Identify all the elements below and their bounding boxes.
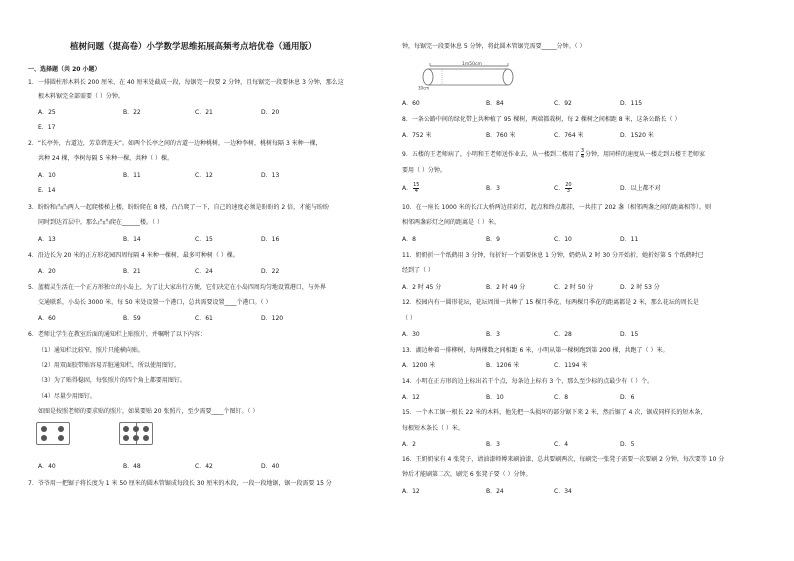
q14-option-c: C．8 — [554, 394, 569, 401]
page-title: 植树问题（提高卷）小学数学思维拓展高频考点培优卷（通用版） — [70, 42, 317, 52]
q15-option-c: C．4 — [554, 441, 569, 448]
q12-option-d: D．15 — [620, 331, 639, 338]
pin-icon — [41, 426, 47, 432]
q3-line-2: 同时到达首层中，那么凸凸爬在______楼。（ ） — [38, 219, 163, 226]
two-photos-figure — [119, 422, 153, 445]
q1-option-d: D．20 — [261, 109, 280, 116]
q9-line-2: 要用（ ）分钟。 — [402, 167, 446, 174]
q8-option-d: D．1520 米 — [620, 132, 654, 139]
q5-option-a: A．60 — [38, 315, 56, 322]
fraction-numerator: 15 — [413, 182, 420, 188]
q1-line-1: 1．一排圆柱形木料长 200 厘米，在 40 厘米处截成一段，每锯完一段要 2 分钟，且每锯完一段要休息 3 分钟，那么这 — [28, 79, 344, 86]
q2-option-b: B．11 — [123, 172, 141, 179]
q4-option-b: B．21 — [123, 268, 141, 275]
q11-line-2: 经到了（ ） — [402, 267, 434, 274]
pin-icon — [41, 435, 47, 441]
q4-option-d: D．22 — [261, 268, 280, 275]
q3-option-a: A．13 — [38, 236, 56, 243]
q3-option-d: D．16 — [261, 236, 280, 243]
q9-option-c-fraction — [565, 183, 571, 194]
q3-option-b: B．14 — [123, 236, 141, 243]
fraction-numerator: 3 — [580, 148, 585, 154]
q6-option-c: C．42 — [195, 463, 213, 470]
pin-icon — [58, 426, 64, 432]
q10-line-2: 相邻两盏彩灯之间的距离是（ ）米。 — [402, 219, 500, 226]
q2-line-2: 共种 24 棵，李树每隔 5 米种一棵，共种（ ）棵。 — [38, 155, 173, 162]
q7-option-a: A．60 — [402, 100, 420, 107]
q9-option-c — [554, 183, 573, 194]
q6-option-b: B．48 — [123, 463, 141, 470]
q5-option-b: B．59 — [123, 315, 141, 322]
q1-option-a: A．25 — [38, 109, 56, 116]
q15-line-2: 每根短木条长（ ）米。 — [402, 425, 464, 432]
q12-option-a: A．30 — [402, 331, 420, 338]
q3-line-1: 3．盼盼和凸凸两人一起爬楼梯上楼，盼盼爬在 8 楼，凸凸爬了一下，自己的速度必须是盼盼的 2 倍，才能与盼盼 — [28, 204, 330, 211]
q16-line-1: 16．王奶奶家有 4 张凳子，请油漆师傅来刷油漆，总共要刷两次，每刷完一张凳子需要一次要刷 2 分钟，每次要等 10 分 — [402, 456, 725, 463]
q10-option-a: A．8 — [402, 236, 416, 243]
q9-option-a — [402, 183, 420, 194]
q1-option-e: E．17 — [38, 124, 56, 131]
q5-option-d: D．120 — [261, 315, 284, 322]
q10-line-1: 10．在一座长 1000 米的长江大桥两边挂彩灯，起点和终点都挂，一共挂了 202 盏（相邻两盏之间的距离相等）。则 — [402, 204, 711, 211]
q13-option-b: B．1206 米 — [486, 362, 520, 369]
q9-text-after: 分钟，用同样的速度从一楼走到五楼王老师家 — [585, 151, 706, 158]
q11-option-a: A．2 时 45 分 — [402, 284, 442, 291]
q10-option-d: D．11 — [620, 236, 639, 243]
q6-line-4: （3）为了贴得稳固，每张照片的四个角上都要用图钉。 — [38, 377, 186, 384]
q9-fraction — [581, 149, 584, 160]
q9-option-d: D．以上都不对 — [620, 185, 661, 192]
q2-option-a: A．10 — [38, 172, 56, 179]
q2-option-c: C．12 — [195, 172, 213, 179]
q8-option-c: C．764 米 — [554, 132, 584, 139]
q10-option-c: C．10 — [554, 236, 572, 243]
q5-option-c: C．61 — [195, 315, 213, 322]
q14-option-a: A．12 — [402, 394, 420, 401]
q16-option-c: C．34 — [554, 488, 572, 495]
pin-icon — [143, 435, 149, 441]
q2-option-e: E．14 — [38, 187, 56, 194]
q7-line-1: 7．爷爷用一把锯子将长度为 1 米 50 厘米的圆木管锯成每段长 30 厘米的木段，一段一段地锯，锯一段需要 15 分 — [28, 480, 332, 487]
q14-line-1: 14．小明在正方形的边上标出若干个点，每条边上标有 3 个，那么至少标的点最少有（ ）个。 — [402, 378, 654, 385]
q13-option-a: A．1200 米 — [402, 362, 436, 369]
q13-line-1: 13．湖边种着一排柳树，每两棵数之间相距 6 米，小明从第一棵树跑到第 200 棵，共跑了（ ）米。 — [402, 347, 669, 354]
q8-line-1: 8．一条公路中间的绿化带上共种植了 95 棵树，两端都栽树，每 2 棵树之间相距 8 米，这条公路长（ ） — [402, 116, 681, 123]
q11-option-d: D．2 时 53 分 — [620, 284, 660, 291]
q15-option-a: A．2 — [402, 441, 416, 448]
q4-option-a: A．20 — [38, 268, 56, 275]
q1-line-2: 根木料锯完全部需要（ ）分钟。 — [38, 93, 124, 100]
option-letter: A． — [402, 185, 413, 192]
section-heading: 一、选择题（共 20 小题） — [28, 66, 101, 73]
q4-line-1: 4．沿边长为 20 米的正方形花园四周每隔 4 米种一棵树，最多可种树（ ）棵。 — [28, 252, 239, 259]
q12-line-2: （ ） — [402, 315, 416, 322]
q6-option-a: A．40 — [38, 463, 56, 470]
q11-option-c: C．2 时 50 分 — [554, 284, 594, 291]
q6-line-3: （2）用双面胶带贴容易弄脏通知栏，所以使用图钉。 — [38, 362, 180, 369]
q16-option-a: A．12 — [402, 488, 420, 495]
q8-option-b: B．760 米 — [486, 132, 516, 139]
q5-line-2: 交通联系，小岛长 3000 米，每 50 米处设置一个港口，总共需要设置____个港口。（ ） — [38, 299, 272, 306]
fraction-denominator: 4 — [580, 154, 585, 160]
q10-option-b: B．9 — [486, 236, 500, 243]
length-label: 1m50cm — [462, 62, 482, 67]
q6-line-1: 6．老师让学生在教室后面的通知栏上贴照片，并嘱咐了以下内容： — [28, 331, 206, 338]
q6-line-2: （1）通知栏比较窄，照片只能横向贴。 — [38, 347, 144, 354]
q5-line-1: 5．蓝精灵生活在一个正方形独立的小岛上，为了让大家出行方便，它们决定在小岛四周均匀地设置港口，与外界 — [28, 284, 326, 291]
q12-option-b: B．3 — [486, 331, 500, 338]
pin-icon — [123, 426, 129, 432]
q2-line-1: 2．“长亭外，古道边，芳草碧连天”。如两个长亭之间的古道一边种桃树，一边种李树，桃树每隔 3 米种一棵， — [28, 140, 322, 147]
q9-option-a-fraction — [413, 183, 419, 194]
q16-option-b: B．24 — [486, 488, 504, 495]
q6-line-5: （4）尽量少用图钉。 — [38, 393, 96, 400]
wood-pipe-figure — [416, 60, 516, 90]
single-photo-figure — [36, 422, 70, 445]
q13-option-c: C．1194 米 — [554, 362, 588, 369]
q9-line-1 — [402, 149, 705, 160]
q7-option-b: B．84 — [486, 100, 504, 107]
q15-option-b: B．3 — [486, 441, 500, 448]
q8-option-a: A．752 米 — [402, 132, 432, 139]
option-letter: C． — [554, 185, 565, 192]
q15-line-1: 15．一个木工锯一根长 22 米的木料，他先把一头损坏的部分锯下来 2 米，然后锯了 4 次，锯成同样长的短木条， — [402, 409, 707, 416]
pin-icon — [143, 426, 149, 432]
fraction-denominator: 4 — [414, 188, 418, 194]
q2-option-d: D．13 — [261, 172, 280, 179]
q9-option-b: B．3 — [486, 185, 500, 192]
pin-icon — [123, 435, 129, 441]
pin-icon — [133, 435, 139, 441]
q16-line-2: 钟后才能刷第二次，刷完 6 张凳子要（ ）分钟。 — [402, 471, 532, 478]
fraction-denominator: 3 — [566, 188, 570, 194]
q11-option-b: B．2 时 49 分 — [486, 284, 526, 291]
q14-option-d: D．6 — [620, 394, 635, 401]
q15-option-d: D．5 — [620, 441, 635, 448]
diameter-label: 30cm — [418, 85, 430, 90]
pin-icon — [58, 435, 64, 441]
q1-option-c: C．21 — [195, 109, 213, 116]
q12-line-1: 12．校园内有一圆形花坛，花坛周围一共种了 15 棵月季花，每两棵月季花的距离都是 2 米，那么花坛的周长是 — [402, 299, 699, 306]
q12-option-c: C．28 — [554, 331, 572, 338]
q7-option-d: D．115 — [620, 100, 643, 107]
pin-icon — [133, 426, 139, 432]
q1-option-b: B．22 — [123, 109, 141, 116]
q9-text-before: 9．五楼的王老师病了，小明和王老师送作业去，从一楼到二楼用了 — [402, 151, 580, 158]
q7-line-2: 钟，每锯完一段要休息 5 分钟，将此圆木管锯完需要_____分钟。（ ） — [402, 43, 586, 50]
q6-option-d: D．40 — [261, 463, 280, 470]
q6-line-6: 如图是按照老师的要求贴的照片，如果要贴 20 张照片，至少需要____个图钉。（ ） — [38, 408, 259, 415]
fraction-numerator: 20 — [565, 182, 572, 188]
q4-option-c: C．24 — [195, 268, 213, 275]
q14-option-b: B．10 — [486, 394, 504, 401]
q7-option-c: C．92 — [554, 100, 572, 107]
q11-line-1: 11．奶奶折一个纸鹤用 3 分钟，每折好一个需要休息 1 分钟，奶奶从 2 时 30 分开始折，她折好第 5 个纸鹤时已 — [402, 252, 704, 259]
q3-option-c: C．15 — [195, 236, 213, 243]
